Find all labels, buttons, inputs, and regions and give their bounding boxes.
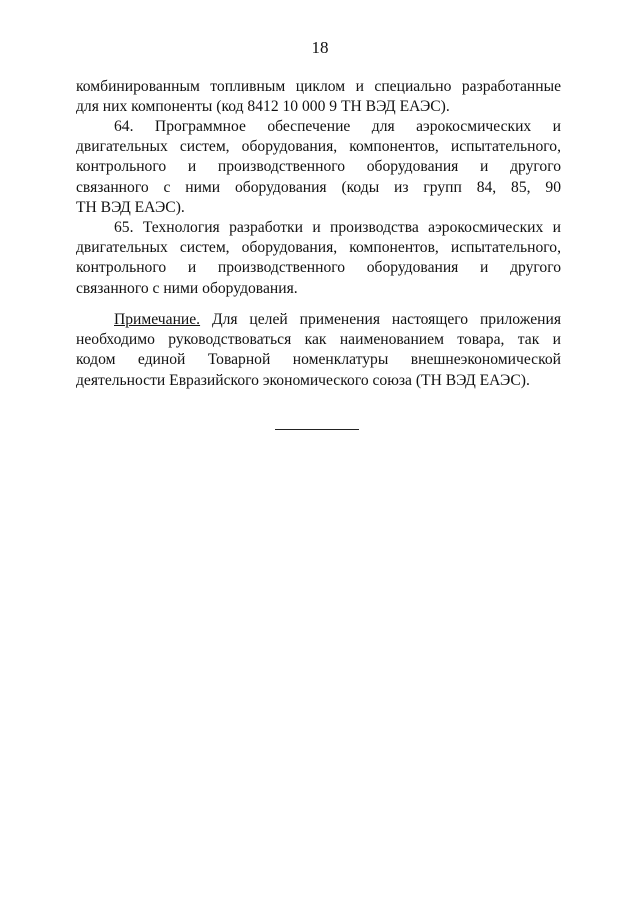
- paragraph-line: связанного с ними оборудования (коды из групп 84, 85, 90: [76, 178, 561, 196]
- paragraph-item-65: [76, 218, 561, 299]
- note-label: Примечание.: [114, 311, 201, 328]
- paragraph-line: комбинированным топливным циклом и специально разработанные: [76, 78, 561, 95]
- paragraph-line: контрольного и производственного оборудования и другого: [76, 259, 561, 277]
- paragraph-line: 64. Программное обеспечение для аэрокосмических и: [114, 118, 561, 135]
- paragraph-line: ТН ВЭД ЕАЭС).: [76, 198, 185, 216]
- paragraph-line: двигательных систем, оборудования, компонентов, испытательного,: [76, 138, 561, 156]
- paragraph-line: деятельности Евразийского экономического союза (ТН ВЭД ЕАЭС).: [76, 371, 530, 389]
- paragraph-item-64: [76, 117, 561, 218]
- paragraph-line: контрольного и производственного оборудования и другого: [76, 158, 561, 176]
- note-first-line-text: Для целей применения настоящего приложения: [200, 311, 561, 328]
- paragraph-line: связанного с ними оборудования.: [76, 279, 298, 297]
- page-number: 18: [311, 38, 329, 57]
- end-divider-line: [275, 429, 359, 430]
- paragraph-line: 65. Технология разработки и производства аэрокосмических и: [114, 219, 561, 236]
- paragraph-intro: [76, 77, 561, 117]
- paragraph-line: кодом единой Товарной номенклатуры внешнеэкономической: [76, 351, 561, 369]
- paragraph-line: необходимо руководствоваться как наименованием товара, так и: [76, 331, 561, 349]
- note-first-line: [76, 310, 561, 330]
- note-paragraph: [76, 310, 561, 391]
- paragraph-line: двигательных систем, оборудования, компонентов, испытательного,: [76, 239, 561, 257]
- paragraph-line: для них компоненты (код 8412 10 000 9 ТН ВЭД ЕАЭС).: [76, 98, 450, 116]
